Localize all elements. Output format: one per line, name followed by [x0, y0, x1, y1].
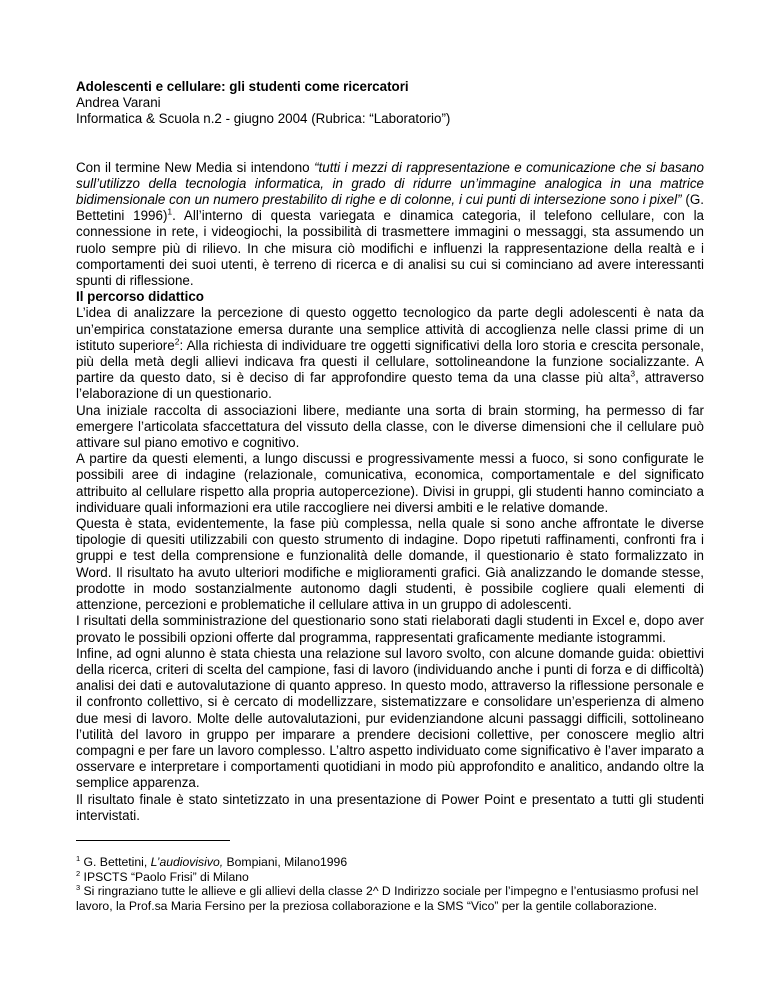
- intro-citation: (G. Bettetini 1996): [76, 192, 704, 224]
- footnote-ref-2: 2: [174, 336, 180, 347]
- intro-quote: “tutti i mezzi di rappresentazione e comunicazione che si basano sull’utilizzo della tecnologia informatica, in grado di ridurre un’immagine analogica in una matrice bidimensionale con un numero prestabilito di righe e di colonne, i cui punti di intersezione sono i pixel”: [76, 159, 705, 208]
- paragraph-7: Il risultato finale è stato sintetizzato in una presentazione di Power Point e presentato a tutti gli studenti intervistati.: [76, 791, 704, 823]
- footnote-2-number: 2: [76, 868, 81, 878]
- intro-pre: Con il termine New Media si intendono: [76, 159, 315, 175]
- paragraph-1-c: , attraverso l’elaborazione di un questionario.: [76, 370, 704, 402]
- footnote-3: [76, 884, 704, 913]
- footnote-1-post: Bompiani, Milano1996: [223, 854, 348, 869]
- intro-paragraph: [76, 160, 704, 290]
- article-body: [76, 160, 704, 824]
- paragraph-2: Una iniziale raccolta di associazioni libere, mediante una sorta di brain storming, ha permesso di far emergere l’articolata sfaccettatura del vissuto della classe, con le diverse dimensioni che il cellulare può attivare sul piano emotivo e cognitivo.: [76, 402, 704, 451]
- paragraph-1-a: L’idea di analizzare la percezione di questo oggetto tecnologico da parte degli adolescenti è nata da un’empirica constatazione emersa durante una semplice attività di accoglienza nelle classi prime di un istituto superiore: [76, 305, 704, 353]
- paragraph-1: [76, 305, 704, 402]
- article-title: Adolescenti e cellulare: gli studenti come ricercatori: [76, 79, 409, 94]
- footnote-2-text: IPSCTS “Paolo Frisi” di Milano: [80, 869, 249, 884]
- section-heading: Il percorso didattico: [76, 289, 204, 305]
- paragraph-1-b: : Alla richiesta di individuare tre oggetti significativi della loro storia e crescita personale, più della metà degli allievi indicava fra questi il cellulare, sottolineandone la funzione socializzante. A partire da questo dato, si è deciso di far approfondire questo tema da una classe più alta: [76, 337, 705, 386]
- intro-post: . All’interno di questa variegata e dinamica categoria, il telefono cellulare, con la connessione in rete, i videogiochi, la possibilità di trasmettere immagini o messaggi, sta assumendo un ruolo sempre più di rilievo. In che misura ciò modifichi e influenzi la rappresentazione della realtà e i comportamenti dei suoi utenti, è terreno di ricerca e di analisi su cui si cominciano ad avere interessanti spunti di riflessione.: [76, 208, 705, 289]
- paragraph-6: Infine, ad ogni alunno è stata chiesta una relazione sul lavoro svolto, con alcune domande guida: obiettivi della ricerca, criteri di scelta del campione, fasi di lavoro (individuando anche i punti di forza e di difficoltà) analisi dei dati e autovalutazione di quanto appreso. In questo modo, attraverso la riflessione personale e il confronto collettivo, si è cercato di modellizzare, sistematizzare e consolidare un’esperienza di almeno due mesi di lavoro. Molte delle autovalutazioni, pur evidenziandone alcuni passaggi difficili, sottolineano l’utilità del lavoro in gruppo per imparare a prendere decisioni collettive, per conoscere meglio altri compagni e per fare un lavoro complesso. L’altro aspetto individuato come significativo è l’aver imparato a osservare e interpretare i comportamenti quotidiani in modo più approfondito e analitico, andando oltre la semplice apparenza.: [76, 645, 704, 791]
- footnote-1-pre: G. Bettetini,: [80, 854, 151, 869]
- footnotes: [76, 855, 704, 913]
- footnote-separator: [76, 840, 230, 841]
- footnote-2: [76, 870, 704, 885]
- footnote-1-number: 1: [76, 853, 81, 863]
- footnote-1-title: L’audiovisivo,: [150, 854, 224, 869]
- header-spacer: [76, 128, 704, 160]
- article-header: [76, 79, 704, 128]
- article-author: Andrea Varani: [76, 95, 161, 111]
- footnote-ref-1: 1: [167, 206, 173, 217]
- footnote-ref-3: 3: [630, 368, 636, 379]
- footnote-3-number: 3: [76, 883, 81, 893]
- footnote-3-text: Si ringraziano tutte le allieve e gli allievi della classe 2^ D Indirizzo sociale per l’impegno e l’entusiasmo profusi nel lavoro, la Prof.sa Maria Fersino per la preziosa collaborazione e la SMS “Vico” per la gentile collaborazione.: [76, 884, 699, 913]
- paragraph-3: A partire da questi elementi, a lungo discussi e progressivamente messi a fuoco, si sono configurate le possibili aree di indagine (relazionale, comunicativa, economica, comportamentale e del significato attribuito al cellulare rispetto alla propria autopercezione). Divisi in gruppi, gli studenti hanno cominciato a individuare quali informazioni era utile raccogliere nei diversi ambiti e le relative domande.: [76, 451, 704, 515]
- article-source: Informatica & Scuola n.2 - giugno 2004 (Rubrica: “Laboratorio”): [76, 111, 451, 127]
- footnote-1: [76, 855, 704, 870]
- paragraph-5: I risultati della somministrazione del questionario sono stati rielaborati dagli studenti in Excel e, dopo aver provato le possibili opzioni offerte dal programma, rappresentati graficamente mediante istogrammi.: [76, 613, 704, 645]
- paragraph-4: Questa è stata, evidentemente, la fase più complessa, nella quale si sono anche affrontate le diverse tipologie di quesiti utilizzabili con questo strumento di indagine. Dopo ripetuti raffinamenti, confronti fra i gruppi e test della comprensione e funzionalità delle domande, il questionario è stato formalizzato in Word. Il risultato ha avuto ulteriori modifiche e miglioramenti grafici. Già analizzando le domande stesse, prodotte in modo sostanzialmente autonomo dagli studenti, è possibile cogliere quali elementi di attenzione, percezioni e problematiche il cellulare attiva in un gruppo di adolescenti.: [76, 516, 704, 613]
